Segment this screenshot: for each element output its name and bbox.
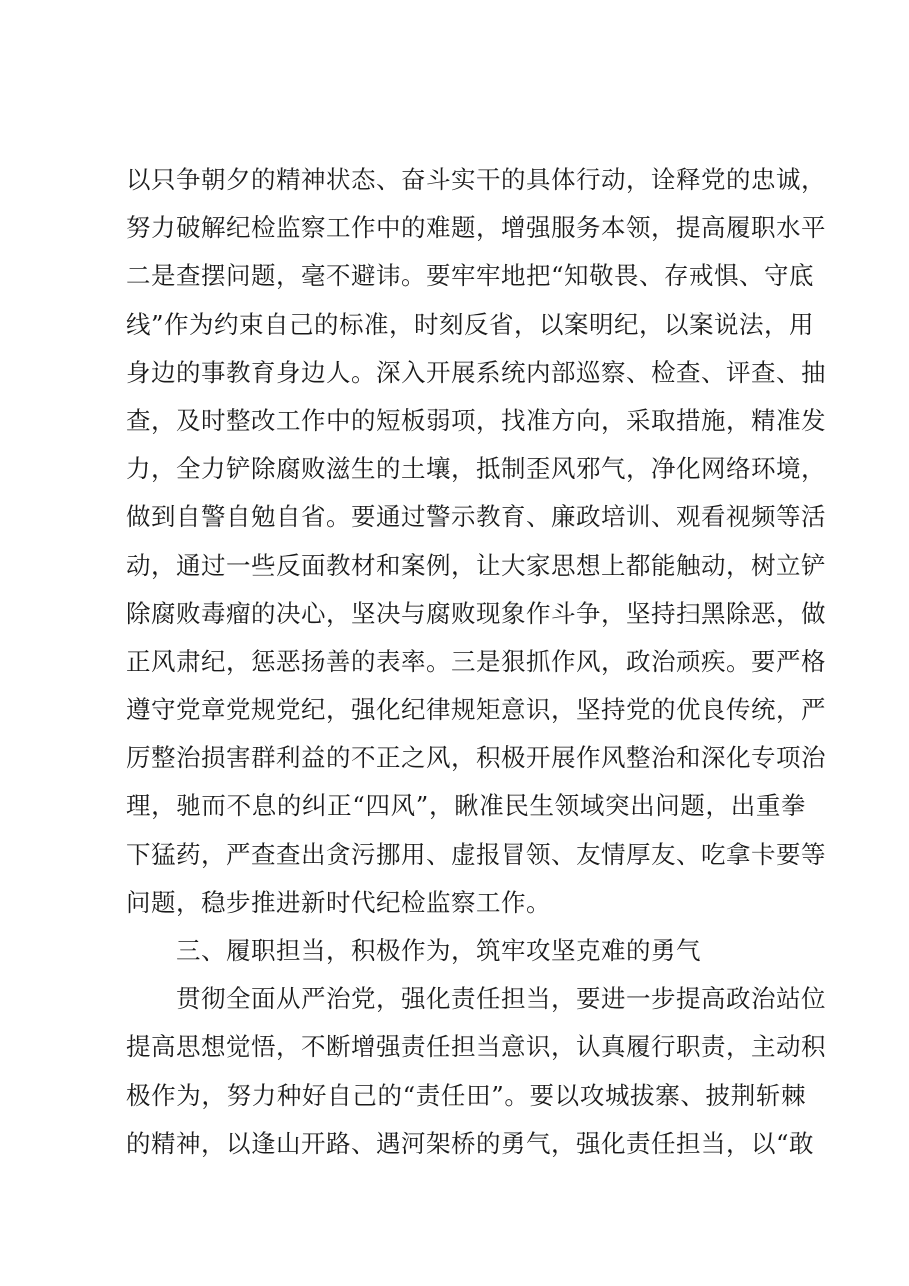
section-heading: 三、履职担当，积极作为，筑牢攻坚克难的勇气 xyxy=(176,936,701,965)
text-line: 遵守党章党规党纪，强化纪律规矩意识，坚持党的优良传统，严 xyxy=(126,695,826,725)
text-line: 问题，稳步推进新时代纪检监察工作。 xyxy=(126,887,551,917)
text-line: 线”作为约束自己的标准，时刻反省，以案明纪，以案说法，用 xyxy=(126,309,815,339)
text-line: 的精神，以逢山开路、遇河架桥的勇气，强化责任担当，以“敢 xyxy=(126,1128,815,1158)
text-line: 厉整治损害群利益的不正之风，积极开展作风整治和深化专项治 xyxy=(126,743,826,773)
text-line: 查，及时整改工作中的短板弱项，找准方向，采取措施，精准发 xyxy=(126,405,826,435)
text-line: 做到自警自勉自省。要通过警示教育、廉政培训、观看视频等活 xyxy=(126,502,826,532)
text-line: 提高思想觉悟，不断增强责任担当意识，认真履行职责，主动积 xyxy=(126,1032,826,1062)
text-line: 力，全力铲除腐败滋生的土壤，抵制歪风邪气，净化网络环境， xyxy=(126,454,826,484)
text-line: 贯彻全面从严治党，强化责任担当，要进一步提高政治站位 xyxy=(176,984,826,1014)
text-line: 以只争朝夕的精神状态、奋斗实干的具体行动，诠释党的忠诚， xyxy=(126,165,826,194)
text-line: 极作为，努力种好自己的“责任田”。要以攻城拔寨、披荆斩棘 xyxy=(126,1080,806,1110)
text-line: 身边的事教育身边人。深入开展系统内部巡察、检查、评查、抽 xyxy=(126,357,826,387)
text-line: 除腐败毒瘤的决心，坚决与腐败现象作斗争，坚持扫黑除恶，做 xyxy=(126,598,826,628)
text-line: 理，驰而不息的纠正“四风”，瞅准民生领域突出问题，出重拳 xyxy=(126,791,806,821)
text-line: 二是查摆问题，毫不避讳。要牢牢地把“知敬畏、存戒惧、守底 xyxy=(126,261,815,291)
text-line: 努力破解纪检监察工作中的难题，增强服务本领，提高履职水平 xyxy=(126,213,826,243)
text-line: 下猛药，严查查出贪污挪用、虚报冒领、友情厚友、吃拿卡要等 xyxy=(126,839,826,869)
text-line: 正风肃纪，惩恶扬善的表率。三是狠抓作风，政治顽疾。要严格 xyxy=(126,646,826,676)
body-text xyxy=(126,156,826,1168)
text-line: 动，通过一些反面教材和案例，让大家思想上都能触动，树立铲 xyxy=(126,550,826,580)
